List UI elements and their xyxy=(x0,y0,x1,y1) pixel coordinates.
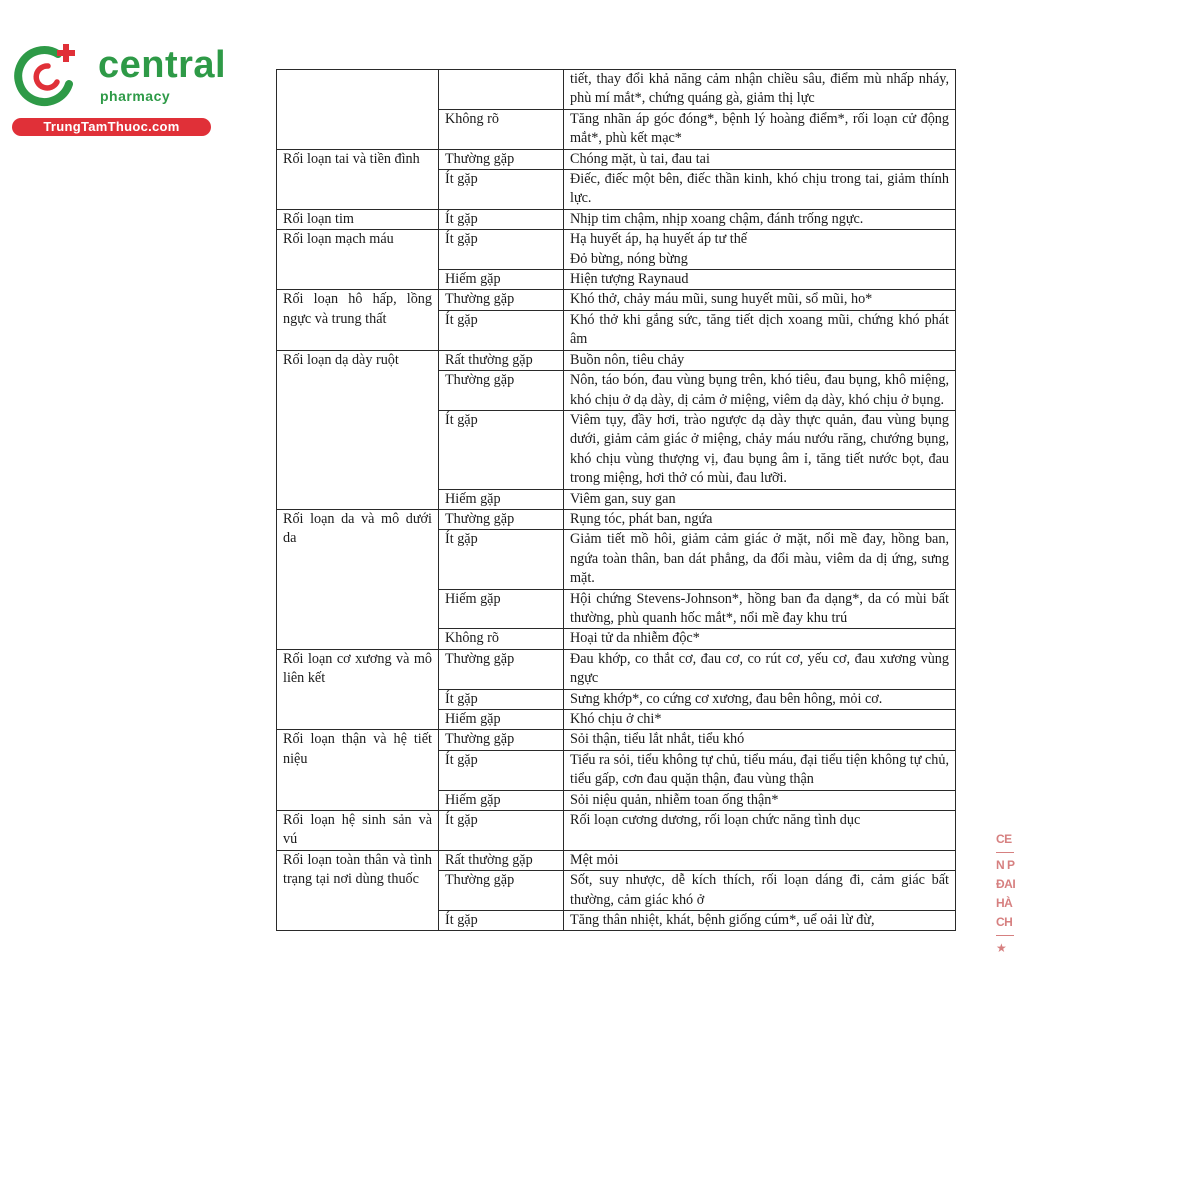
frequency-cell: Thường gặp xyxy=(439,871,564,911)
organ-class-cell: Rối loạn da và mô dưới da xyxy=(277,509,439,649)
frequency-cell: Thường gặp xyxy=(439,290,564,310)
stamp-rule xyxy=(996,935,1014,936)
table-row xyxy=(277,509,956,529)
effect-cell: Tiểu ra sỏi, tiểu không tự chủ, tiểu máu, đại tiểu tiện không tự chủ, tiểu gấp, cơn đau quặn thận, đau vùng thận xyxy=(564,750,956,790)
frequency-cell: Ít gặp xyxy=(439,811,564,851)
table-row xyxy=(277,149,956,169)
effect-cell: Tăng nhãn áp góc đóng*, bệnh lý hoàng điểm*, rối loạn cử động mắt*, phù kết mạc* xyxy=(564,109,956,149)
effect-cell: Rụng tóc, phát ban, ngứa xyxy=(564,509,956,529)
frequency-cell: Thường gặp xyxy=(439,730,564,750)
organ-class-cell: Rối loạn thận và hệ tiết niệu xyxy=(277,730,439,811)
effect-cell: Sỏi niệu quản, nhiễm toan ống thận* xyxy=(564,790,956,810)
frequency-cell: Ít gặp xyxy=(439,750,564,790)
frequency-cell: Không rõ xyxy=(439,629,564,649)
effect-cell: Hoại tử da nhiễm độc* xyxy=(564,629,956,649)
frequency-cell: Rất thường gặp xyxy=(439,850,564,870)
organ-class-cell: Rối loạn hệ sinh sản và vú xyxy=(277,811,439,851)
table-row xyxy=(277,350,956,370)
organ-class-cell: Rối loạn tai và tiền đình xyxy=(277,149,439,209)
logo-brand-text: central xyxy=(98,44,227,86)
effect-cell: Khó thở, chảy máu mũi, sung huyết mũi, sổ mũi, ho* xyxy=(564,290,956,310)
organ-class-cell: Rối loạn cơ xương và mô liên kết xyxy=(277,649,439,730)
effect-cell: Khó thở khi gắng sức, tăng tiết dịch xoang mũi, chứng khó phát âm xyxy=(564,310,956,350)
frequency-cell: Ít gặp xyxy=(439,310,564,350)
frequency-cell: Thường gặp xyxy=(439,649,564,689)
stamp-text: ★ xyxy=(996,941,1007,955)
pharmacy-cross-logo-icon xyxy=(12,40,82,110)
organ-class-cell: Rối loạn tim xyxy=(277,209,439,229)
frequency-cell: Hiếm gặp xyxy=(439,489,564,509)
table-row xyxy=(277,230,956,270)
effect-cell: Chóng mặt, ù tai, đau tai xyxy=(564,149,956,169)
table-row xyxy=(277,850,956,870)
frequency-cell: Hiếm gặp xyxy=(439,790,564,810)
organ-class-cell: Rối loạn hô hấp, lồng ngực và trung thất xyxy=(277,290,439,350)
stamp-rule xyxy=(996,852,1014,853)
effect-cell: Nôn, táo bón, đau vùng bụng trên, khó tiêu, đau bụng, khô miệng, khó chịu ở dạ dày, dị cảm ở miệng, viêm dạ dày, khó chịu ở bụng. xyxy=(564,371,956,411)
frequency-cell: Thường gặp xyxy=(439,509,564,529)
frequency-cell: Ít gặp xyxy=(439,209,564,229)
organ-class-cell: Rối loạn toàn thân và tình trạng tại nơi dùng thuốc xyxy=(277,850,439,931)
frequency-cell xyxy=(439,70,564,110)
effect-cell: Sưng khớp*, co cứng cơ xương, đau bên hông, mỏi cơ. xyxy=(564,689,956,709)
logo-website: TrungTamThuoc.com xyxy=(12,118,211,136)
table-row xyxy=(277,730,956,750)
effect-cell: Mệt mỏi xyxy=(564,850,956,870)
frequency-cell: Ít gặp xyxy=(439,530,564,589)
stamp-text: HÀ xyxy=(996,896,1013,910)
effect-cell: Hiện tượng Raynaud xyxy=(564,270,956,290)
red-stamp-fragment xyxy=(996,830,1026,1005)
adverse-effects-table-body xyxy=(277,70,956,931)
effect-cell: Sỏi thận, tiểu lắt nhắt, tiểu khó xyxy=(564,730,956,750)
effect-cell: Điếc, điếc một bên, điếc thần kinh, khó chịu trong tai, giảm thính lực. xyxy=(564,170,956,210)
organ-class-cell: Rối loạn dạ dày ruột xyxy=(277,350,439,509)
frequency-cell: Hiếm gặp xyxy=(439,589,564,629)
frequency-cell: Hiếm gặp xyxy=(439,270,564,290)
frequency-cell: Ít gặp xyxy=(439,230,564,270)
effect-cell: Khó chịu ở chi* xyxy=(564,710,956,730)
organ-class-cell xyxy=(277,70,439,150)
effect-cell: Rối loạn cương dương, rối loạn chức năng tình dục xyxy=(564,811,956,851)
effect-cell: Tăng thân nhiệt, khát, bệnh giống cúm*, uể oải lừ đừ, xyxy=(564,911,956,931)
table-row xyxy=(277,209,956,229)
frequency-cell: Thường gặp xyxy=(439,371,564,411)
effect-cell: Viêm tụy, đầy hơi, trào ngược dạ dày thực quản, đau vùng bụng dưới, giảm cảm giác ở miệng, chảy máu nướu răng, chướng bụng, khó chịu vùng thượng vị, đau bụng âm ỉ, tăng tiết nước bọt, đau trong miệng, hơi thở có mùi, đau lưỡi. xyxy=(564,410,956,489)
stamp-text: CE xyxy=(996,832,1012,846)
effect-cell: tiết, thay đổi khả năng cảm nhận chiều sâu, điểm mù nhấp nháy, phù mí mắt*, chứng quáng gà, giảm thị lực xyxy=(564,70,956,110)
frequency-cell: Hiếm gặp xyxy=(439,710,564,730)
effect-cell: Đau khớp, co thắt cơ, đau cơ, co rút cơ, yếu cơ, đau xương vùng ngực xyxy=(564,649,956,689)
organ-class-cell: Rối loạn mạch máu xyxy=(277,230,439,290)
effect-cell: Nhịp tim chậm, nhịp xoang chậm, đánh trống ngực. xyxy=(564,209,956,229)
central-pharmacy-logo xyxy=(10,38,227,138)
frequency-cell: Ít gặp xyxy=(439,410,564,489)
frequency-cell: Ít gặp xyxy=(439,911,564,931)
effect-cell: Giảm tiết mồ hôi, giảm cảm giác ở mặt, nổi mề đay, hồng ban, ngứa toàn thân, ban dát phẳng, da đổi màu, viêm da dị ứng, sưng mặt. xyxy=(564,530,956,589)
effect-cell: Hạ huyết áp, hạ huyết áp tư thế Đỏ bừng, nóng bừng xyxy=(564,230,956,270)
adverse-effects-table xyxy=(276,69,956,931)
frequency-cell: Ít gặp xyxy=(439,170,564,210)
table-row xyxy=(277,811,956,851)
effect-cell: Sốt, suy nhược, dễ kích thích, rối loạn dáng đi, cảm giác bất thường, cảm giác khó ở xyxy=(564,871,956,911)
frequency-cell: Rất thường gặp xyxy=(439,350,564,370)
frequency-cell: Thường gặp xyxy=(439,149,564,169)
frequency-cell: Không rõ xyxy=(439,109,564,149)
effect-cell: Hội chứng Stevens-Johnson*, hồng ban đa dạng*, da có mùi bất thường, phù quanh hốc mắt*, nổi mề đay khu trú xyxy=(564,589,956,629)
table-row xyxy=(277,70,956,110)
effect-cell: Buồn nôn, tiêu chảy xyxy=(564,350,956,370)
table-row xyxy=(277,290,956,310)
logo-subtitle: pharmacy xyxy=(100,88,171,104)
stamp-text: CH xyxy=(996,915,1013,929)
stamp-text: ĐAI xyxy=(996,877,1016,891)
table-row xyxy=(277,649,956,689)
frequency-cell: Ít gặp xyxy=(439,689,564,709)
effect-cell: Viêm gan, suy gan xyxy=(564,489,956,509)
stamp-text: N P xyxy=(996,858,1015,872)
